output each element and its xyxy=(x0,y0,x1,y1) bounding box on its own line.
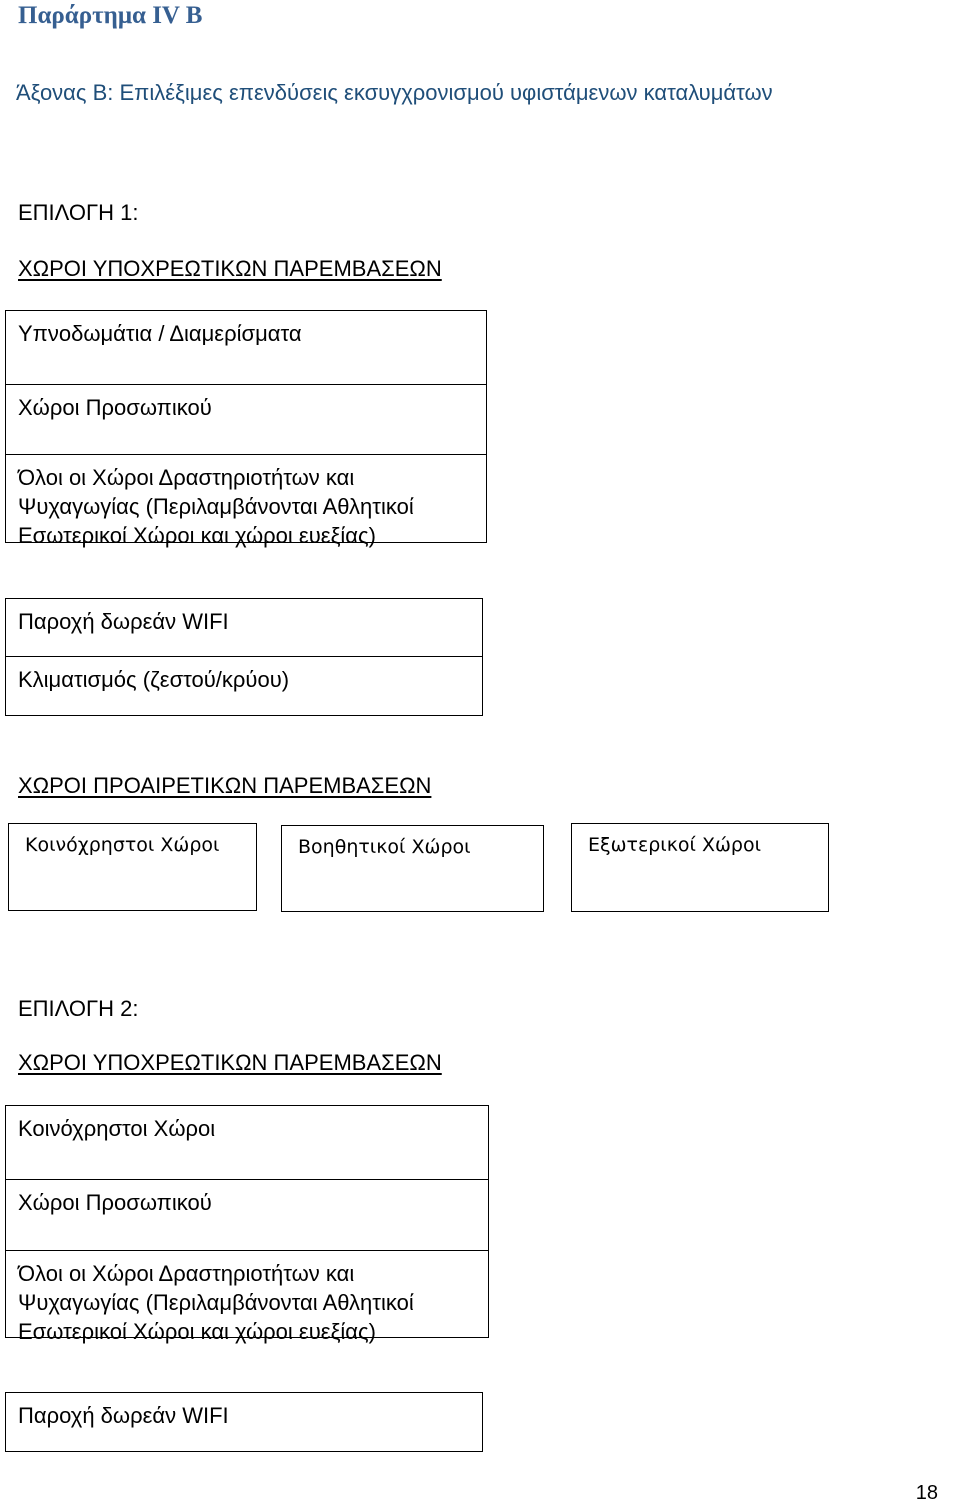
option2-mandatory-item-label: Όλοι οι Χώροι Δραστηριοτήτων και Ψυχαγωγίας (Περιλαμβάνονται Αθλητικοί Εσωτερικοί Χώροι και χώροι ευεξίας) xyxy=(18,1261,414,1344)
option1-optional-heading: ΧΩΡΟΙ ΠΡΟΑΙΡΕΤΙΚΩΝ ΠΑΡΕΜΒΑΣΕΩΝ xyxy=(18,773,432,798)
option1-services-item-label: Κλιματισμός (ζεστού/κρύου) xyxy=(18,667,290,692)
annex-title: Παράρτημα IV B xyxy=(18,2,203,29)
option2-services-item-label: Παροχή δωρεάν WIFI xyxy=(18,1403,229,1428)
option2-mandatory-row xyxy=(6,1106,488,1181)
page-number: 18 xyxy=(915,1482,938,1504)
option1-services-row xyxy=(6,599,482,657)
option2-title: ΕΠΙΛΟΓΗ 2: xyxy=(18,996,139,1021)
optional-box-outdoor-areas xyxy=(571,823,829,912)
option1-mandatory-row xyxy=(6,454,486,548)
optional-item-label: Κοινόχρηστοι Χώροι xyxy=(25,834,220,856)
option2-mandatory-row xyxy=(6,1179,488,1251)
option1-mandatory-row xyxy=(6,384,486,455)
optional-box-auxiliary-areas xyxy=(281,825,544,912)
option1-services-row xyxy=(6,656,482,715)
option2-services-row xyxy=(6,1393,482,1451)
optional-item-label: Βοηθητικοί Χώροι xyxy=(298,836,471,858)
option2-mandatory-row xyxy=(6,1250,488,1344)
option1-services-box xyxy=(5,598,483,716)
option1-mandatory-heading: ΧΩΡΟΙ ΥΠΟΧΡΕΩΤΙΚΩΝ ΠΑΡΕΜΒΑΣΕΩΝ xyxy=(18,256,442,281)
option2-mandatory-item-label: Κοινόχρηστοι Χώροι xyxy=(18,1116,216,1141)
option2-mandatory-box xyxy=(5,1105,489,1344)
option2-mandatory-item-label: Χώροι Προσωπικού xyxy=(18,1190,212,1215)
optional-box-common-areas xyxy=(8,823,257,911)
option1-mandatory-box xyxy=(5,310,487,548)
optional-item-label: Εξωτερικοί Χώροι xyxy=(588,834,762,856)
option1-mandatory-row xyxy=(6,311,486,386)
option1-mandatory-item-label: Όλοι οι Χώροι Δραστηριοτήτων και Ψυχαγωγίας (Περιλαμβάνονται Αθλητικοί Εσωτερικοί Χώροι και χώροι ευεξίας) xyxy=(18,465,414,548)
option2-services-box xyxy=(5,1392,483,1452)
option1-mandatory-item-label: Υπνοδωμάτια / Διαμερίσματα xyxy=(18,321,302,346)
option1-services-item-label: Παροχή δωρεάν WIFI xyxy=(18,609,229,634)
option1-title: ΕΠΙΛΟΓΗ 1: xyxy=(18,200,139,225)
option1-mandatory-item-label: Χώροι Προσωπικού xyxy=(18,395,212,420)
option2-mandatory-heading: ΧΩΡΟΙ ΥΠΟΧΡΕΩΤΙΚΩΝ ΠΑΡΕΜΒΑΣΕΩΝ xyxy=(18,1050,442,1075)
axis-title: Άξονας Β: Επιλέξιμες επενδύσεις εκσυγχρονισμού υφιστάμενων καταλυμάτων xyxy=(16,80,773,105)
